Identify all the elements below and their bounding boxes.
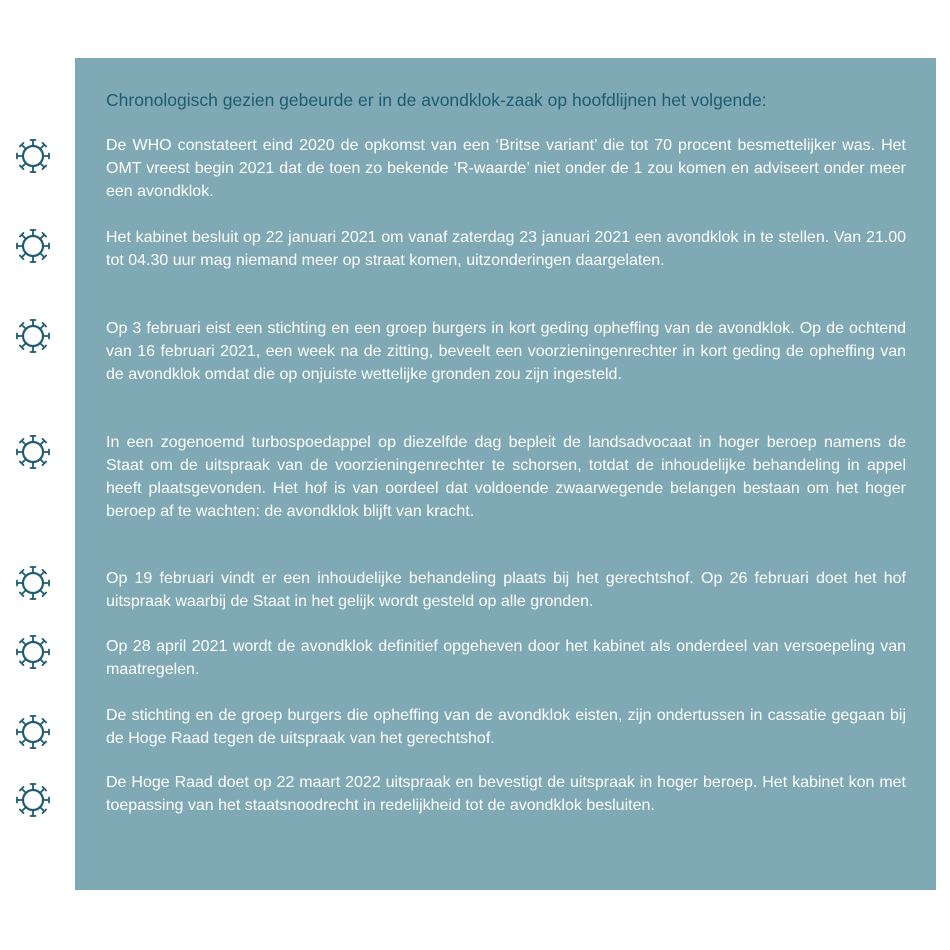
virus-icon [15,318,51,354]
timeline-paragraph: De stichting en de groep burgers die opheffing van de avondklok eisten, zijn ondertussen in cassatie gegaan bij de Hoge Raad tegen de uitspraak van het gerechtshof. [106,707,906,747]
virus-icon [15,634,51,670]
virus-icon [15,434,51,470]
timeline-paragraph: Op 28 april 2021 wordt de avondklok definitief opgeheven door het kabinet als onderdeel van versoepeling van maatregelen. [106,638,906,678]
timeline-paragraph: De Hoge Raad doet op 22 maart 2022 uitspraak en bevestigt de uitspraak in hoger beroep. Het kabinet kon met toepassing van het staatsnoodrecht in redelijkheid tot de avondklok besluiten. [106,774,906,814]
timeline-paragraph: In een zogenoemd turbospoedappel op diezelfde dag bepleit de landsadvocaat in hoger beroep namens de Staat om de uitspraak van de voorzieningenrechter te schorsen, totdat de inhoudelijke behandeling in appel heeft plaatsgevonden. Het hof is van oordeel dat voldoende zwaarwegende belangen bestaan om het hoger beroep af te wachten: de avondklok blijft van kracht. [106,434,906,520]
timeline-paragraph: De WHO constateert eind 2020 de opkomst van een ‘Britse variant’ die tot 70 procent besmettelijker was. Het OMT vreest begin 2021 dat de toen zo bekende ‘R-waarde’ niet onder de 1 zou komen en adviseert onder meer een avondklok. [106,137,906,200]
timeline-paragraph: Het kabinet besluit op 22 januari 2021 om vanaf zaterdag 23 januari 2021 een avondklok in te stellen. Van 21.00 tot 04.30 uur mag niemand meer op straat komen, uitzonderingen daargelaten. [106,229,906,269]
timeline-heading: Chronologisch gezien gebeurde er in de avondklok-zaak op hoofdlijnen het volgende: [106,90,767,110]
timeline-paragraph: Op 3 februari eist een stichting en een groep burgers in kort geding opheffing van de avondklok. Op de ochtend van 16 februari 2021, een week na de zitting, beveelt een voorzieningenrechter in kort geding de opheffing van de avondklok omdat die op onjuiste wettelijke gronden zou zijn ingesteld. [106,320,906,383]
timeline-paragraph: Op 19 februari vindt er een inhoudelijke behandeling plaats bij het gerechtshof. Op 26 februari doet het hof uitspraak waarbij de Staat in het gelijk wordt gesteld op alle gronden. [106,570,906,610]
virus-icon [15,714,51,750]
virus-icon [15,138,51,174]
virus-icon [15,565,51,601]
virus-icon [15,782,51,818]
virus-icon [15,228,51,264]
